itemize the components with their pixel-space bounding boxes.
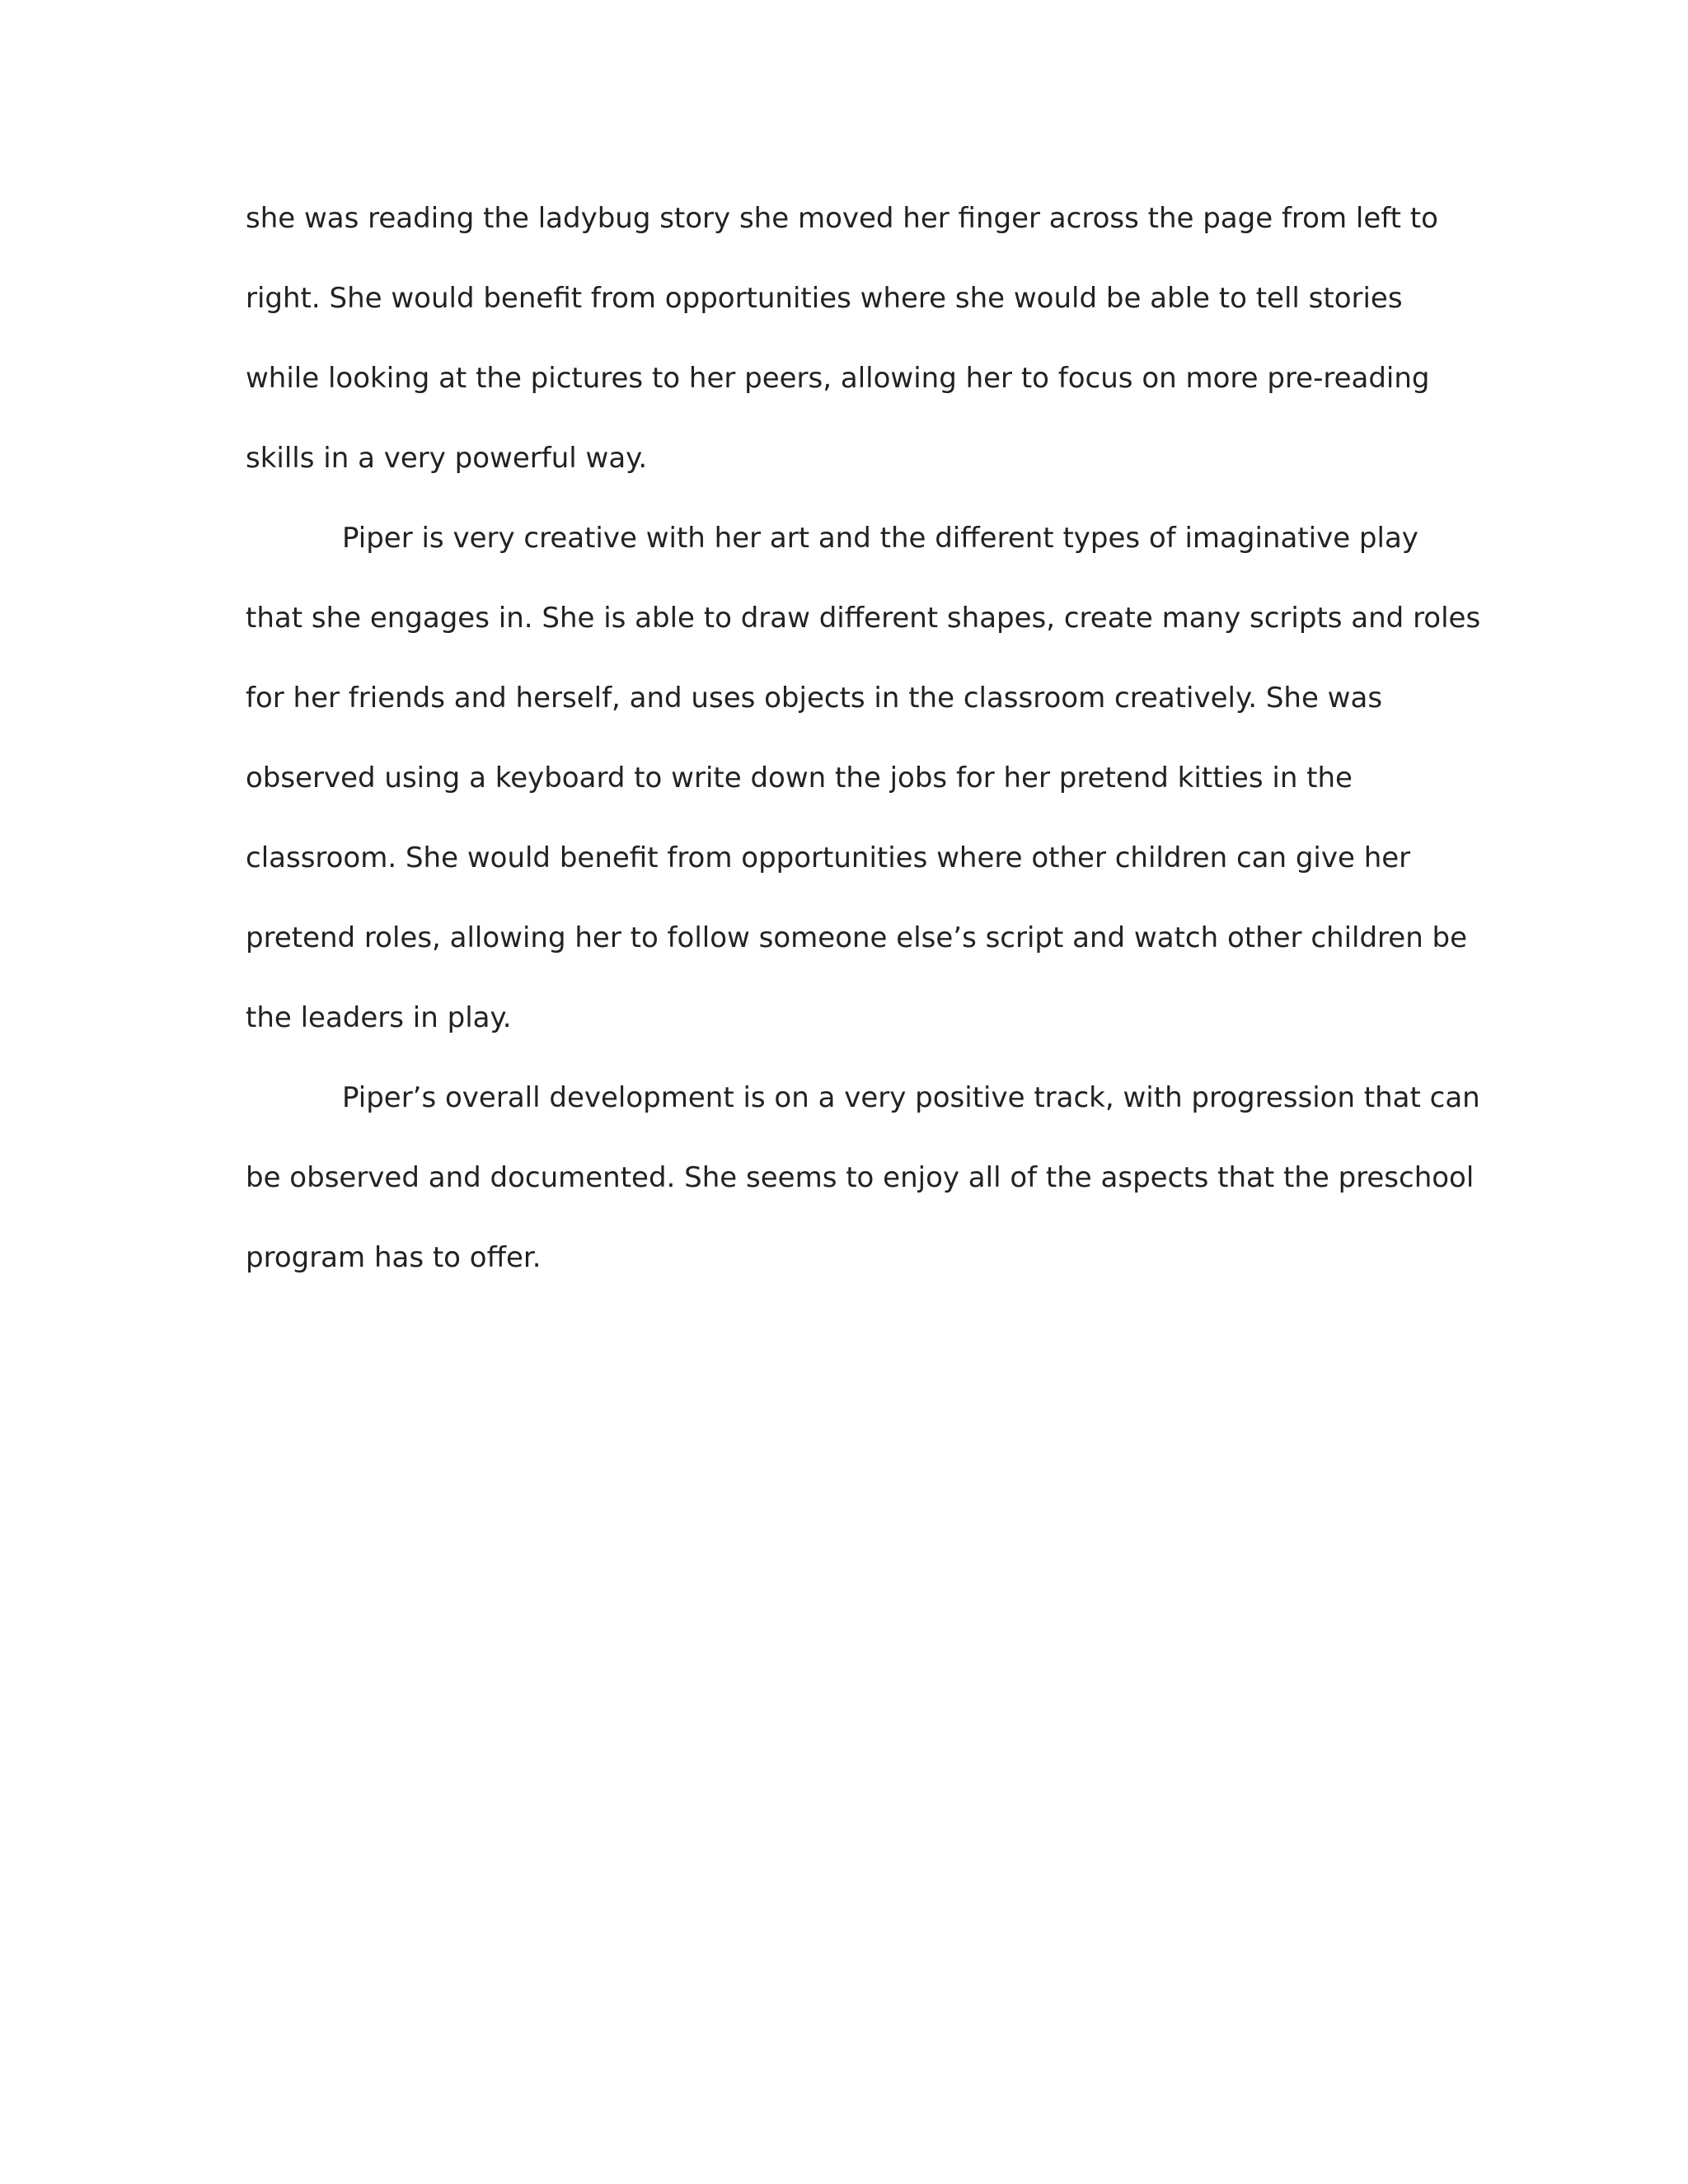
paragraph-first-line: Piper’s overall development is on a very positive track, with progression that can (342, 1081, 1480, 1114)
paragraph-first-line: Piper is very creative with her art and the different types of imaginative play (342, 522, 1418, 555)
text-line: for her friends and herself, and uses objects in the classroom creatively. She was (246, 682, 1383, 715)
document-body (246, 190, 1481, 1309)
text-line: right. She would benefit from opportunities where she would be able to tell stories (246, 282, 1403, 315)
text-line: observed using a keyboard to write down the jobs for her pretend kitties in the (246, 762, 1353, 794)
text-line: program has to offer. (246, 1241, 542, 1274)
text-line: pretend roles, allowing her to follow someone else’s script and watch other children be (246, 921, 1468, 954)
text-line: she was reading the ladybug story she moved her finger across the page from left to (246, 202, 1438, 235)
text-line: the leaders in play. (246, 1001, 512, 1034)
text-line: classroom. She would benefit from opportunities where other children can give her (246, 841, 1411, 874)
text-line: skills in a very powerful way. (246, 442, 648, 475)
text-line: while looking at the pictures to her peers, allowing her to focus on more pre-reading (246, 362, 1430, 395)
text-line: that she engages in. She is able to draw different shapes, create many scripts and roles (246, 602, 1481, 635)
text-line: be observed and documented. She seems to enjoy all of the aspects that the preschool (246, 1161, 1475, 1194)
